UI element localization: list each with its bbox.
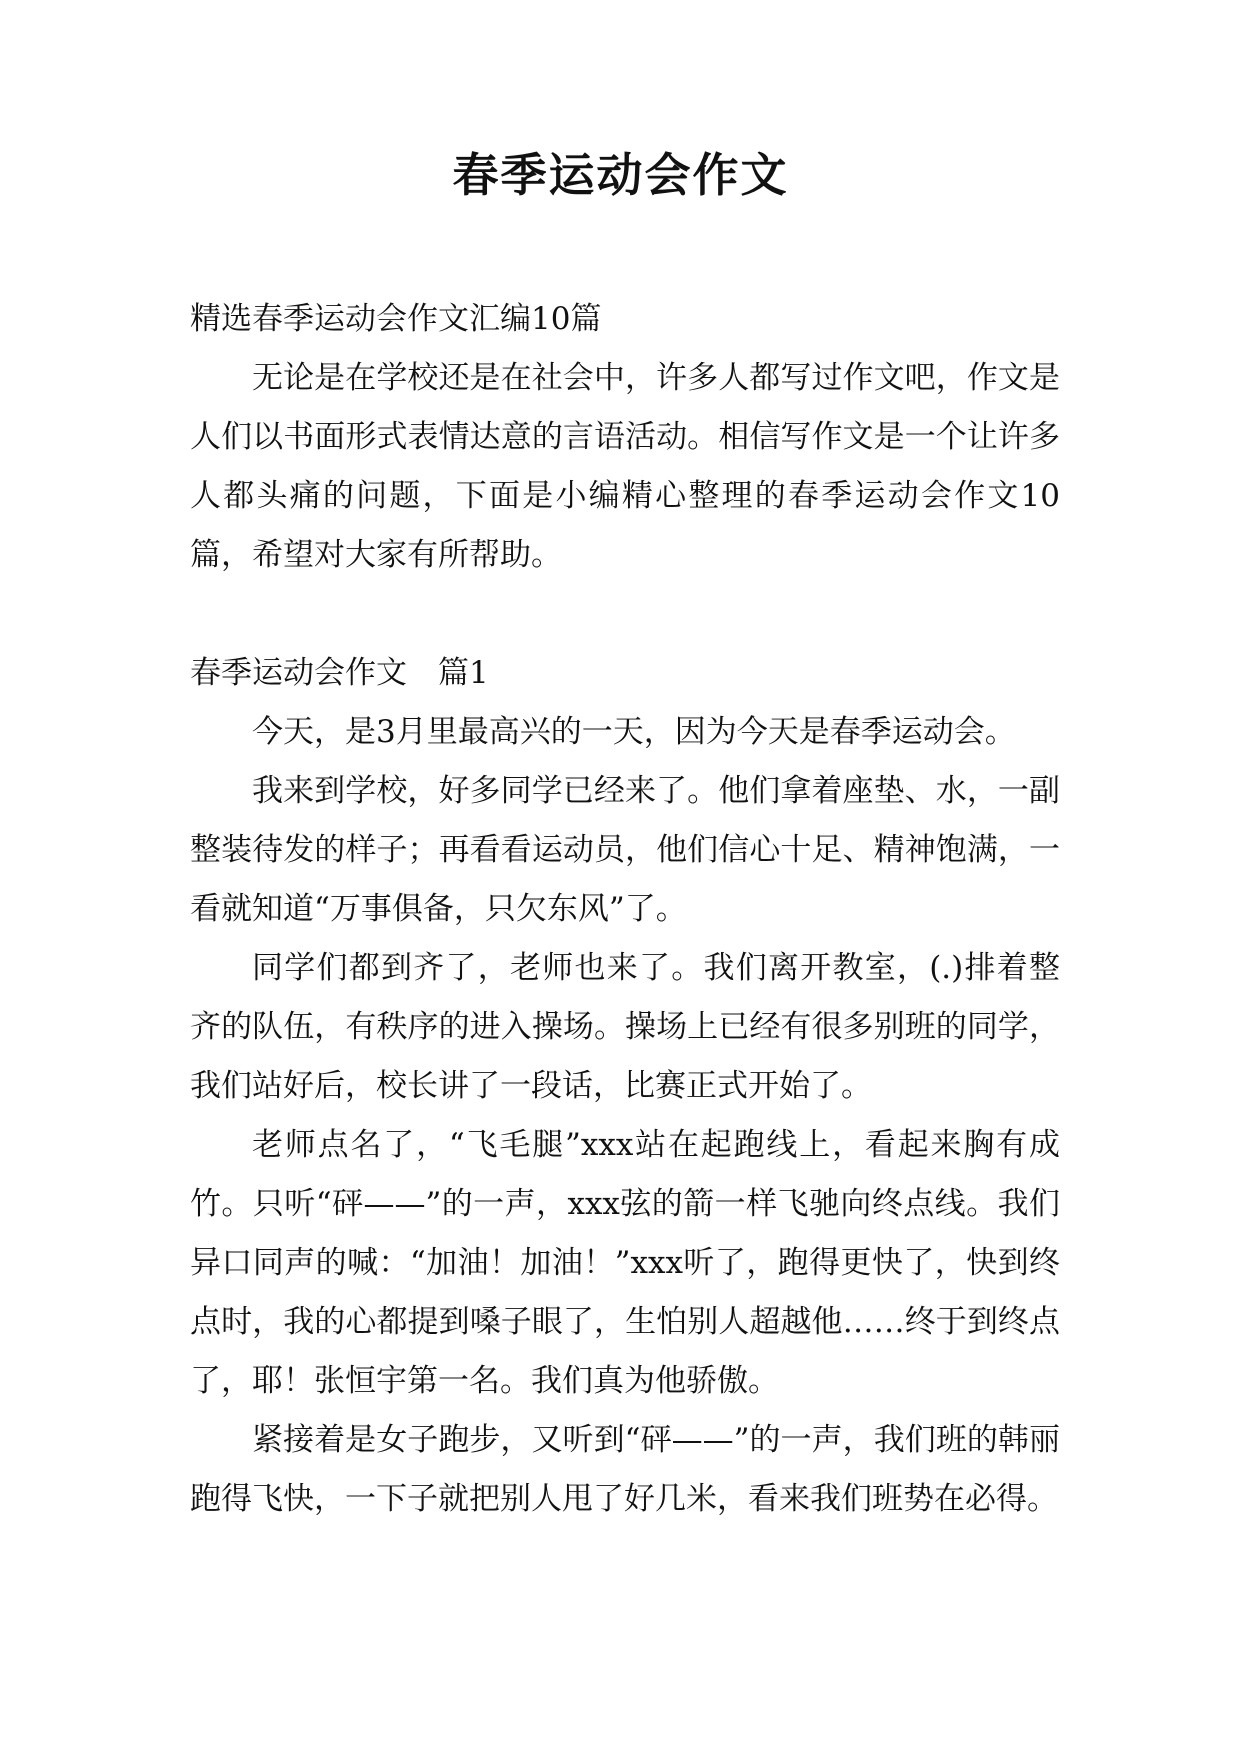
section-heading: 春季运动会作文 篇1 [190,655,489,691]
document-title: 春季运动会作文 [452,148,789,202]
body-paragraph: 今天，是3月里最高兴的一天，因为今天是春季运动会。 [252,714,1016,750]
body-paragraph: 同学们都到齐了，老师也来了。我们离开教室，(.)排着整齐的队伍，有秩序的进入操场。操场上已经有很多别班的同学，我们站好后，校长讲了一段话，比赛正式开始了。 [190,950,1060,1104]
body-paragraph: 我来到学校，好多同学已经来了。他们拿着座垫、水，一副整装待发的样子；再看看运动员，他们信心十足、精神饱满，一看就知道“万事俱备，只欠东风”了。 [190,773,1060,927]
document-subtitle: 精选春季运动会作文汇编10篇 [190,301,602,337]
intro-paragraph: 无论是在学校还是在社会中，许多人都写过作文吧，作文是人们以书面形式表情达意的言语活动。相信写作文是一个让许多人都头痛的问题，下面是小编精心整理的春季运动会作文10篇，希望对大家有所帮助。 [190,360,1060,573]
body-paragraph: 紧接着是女子跑步，又听到“砰——”的一声，我们班的韩丽跑得飞快，一下子就把别人甩了好几米，看来我们班势在必得。 [190,1422,1060,1517]
body-paragraph: 老师点名了，“飞毛腿”xxx站在起跑线上，看起来胸有成竹。只听“砰——”的一声，xxx弦的箭一样飞驰向终点线。我们异口同声的喊：“加油！加油！”xxx听了，跑得更快了，快到终点时，我的心都提到嗓子眼了，生怕别人超越他……终于到终点了，耶！张恒宇第一名。我们真为他骄傲。 [190,1127,1060,1399]
section-spacer [190,585,1060,644]
document-body [190,290,1060,1529]
